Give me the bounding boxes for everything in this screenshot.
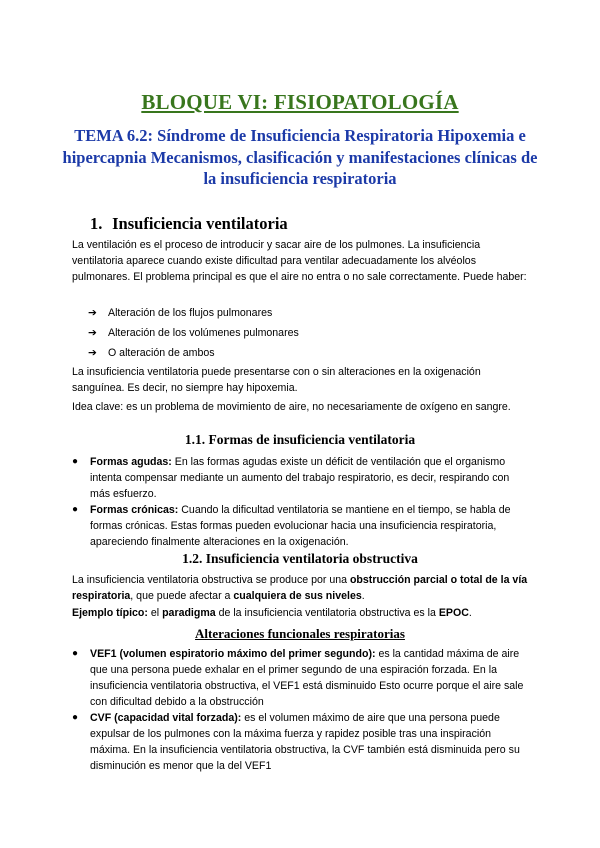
bullet-item: ● CVF (capacidad vital forzada): es el volumen máximo de aire que una persona puede expulsar de los pulmones con la máxima fuerza y rapidez posible tras una inspiración máxima. En la insuficiencia ventilatoria obstructiva, la CVF también está disminuida pero su disminución es menor que la del VEF1 [72, 712, 520, 772]
section-1-2-para-2: Ejemplo típico: el paradigma de la insuficiencia ventilatoria obstructiva es la EPOC. [72, 607, 472, 619]
subheading: Alteraciones funcionales respiratorias [195, 626, 405, 641]
bullet-item: ● Formas crónicas: Cuando la dificultad ventilatoria se mantiene en el tiempo, se habla de formas crónicas. Estas formas pueden evolucionar hacia una insuficiencia respiratoria, apareciendo finalmente alteraciones en la oxigenación. [72, 504, 511, 548]
bullet-icon: ● [72, 504, 79, 515]
arrow-icon: ➔ [88, 347, 97, 359]
tema-title: TEMA 6.2: Síndrome de Insuficiencia Respiratoria Hipoxemia e hipercapnia Mecanismos, clasificación y manifestaciones clínicas de la insuficiencia respiratoria [62, 126, 538, 188]
section-1-para-2: La insuficiencia ventilatoria puede presentarse con o sin alteraciones en la oxigenación sanguínea. Es decir, no siempre hay hipoxemia. [72, 366, 481, 394]
bullet-icon: ● [72, 712, 79, 723]
bullet-icon: ● [72, 456, 79, 467]
bullet-label: Formas crónicas: [90, 504, 179, 516]
section-1-number: 1. [90, 214, 103, 233]
arrow-icon: ➔ [88, 307, 97, 319]
list-item: ➔ O alteración de ambos [88, 347, 215, 359]
bullet-label: CVF (capacidad vital forzada): [90, 712, 242, 724]
section-1-intro: La ventilación es el proceso de introducir y sacar aire de los pulmones. La insuficiencia ventilatoria aparece cuando existe dificultad para ventilar adecuadamente los alvéolos pulmonares. El problema principal es que el aire no entra o no sale correctamente. Puede haber: [72, 239, 527, 283]
block-title: BLOQUE VI: FISIOPATOLOGÍA [141, 90, 459, 114]
section-1-title: Insuficiencia ventilatoria [112, 214, 288, 233]
section-1-2-heading: 1.2. Insuficiencia ventilatoria obstructiva [182, 551, 418, 566]
section-1-para-3: Idea clave: es un problema de movimiento de aire, no necesariamente de oxígeno en sangre. [72, 401, 511, 413]
list-item: ➔ Alteración de los volúmenes pulmonares [88, 327, 299, 339]
section-1-2-para-1: La insuficiencia ventilatoria obstructiva se produce por una obstrucción parcial o total de la vía respiratoria, que puede afectar a cualquiera de sus niveles. [72, 574, 528, 602]
section-1-heading [90, 214, 288, 234]
bullet-label: Formas agudas: [90, 456, 172, 468]
bullet-label: VEF1 (volumen espiratorio máximo del primer segundo): [90, 648, 376, 660]
arrow-icon: ➔ [88, 327, 97, 339]
section-1-1-heading: 1.1. Formas de insuficiencia ventilatoria [184, 432, 416, 447]
bullet-item: ● VEF1 (volumen espiratorio máximo del primer segundo): es la cantidad máxima de aire que una persona puede exhalar en el primer segundo de una espiración forzada. En la insuficiencia ventilatoria obstructiva, el VEF1 está disminuido Esto ocurre porque el aire sale con dificultad debido a la obstrucción [72, 648, 524, 708]
bullet-icon: ● [72, 648, 79, 659]
list-item: ➔ Alteración de los flujos pulmonares [88, 307, 273, 319]
bullet-item: ● Formas agudas: En las formas agudas existe un déficit de ventilación que el organismo intenta compensar mediante un aumento del trabajo respiratorio, es decir, respirando con más esfuerzo. [72, 456, 510, 500]
